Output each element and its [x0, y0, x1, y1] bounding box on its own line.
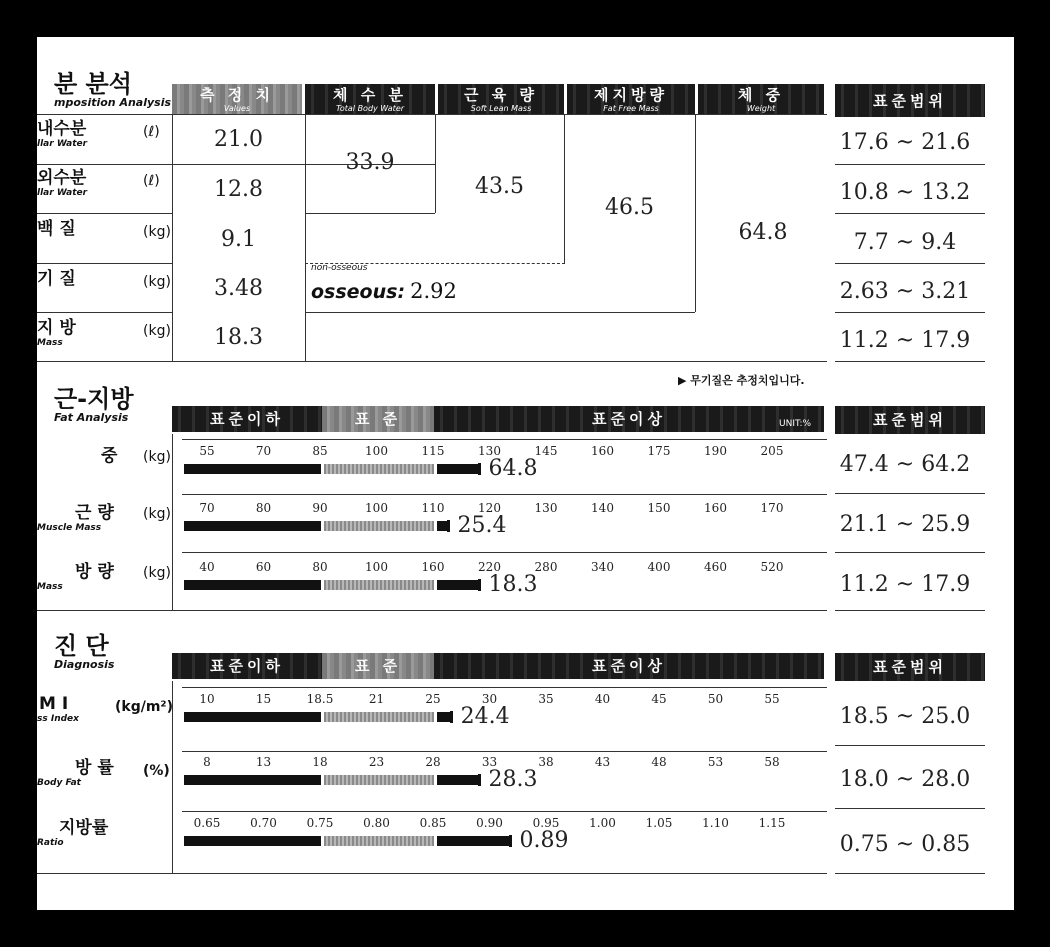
divider: [564, 114, 565, 263]
scale-tick-label: 120: [478, 501, 501, 515]
range-ecw: 10.8 ~ 13.2: [839, 180, 971, 205]
row-fat-en: Mass: [37, 338, 63, 348]
scale-tick-label: 160: [421, 560, 445, 574]
muscle-row-kr: 근 량: [75, 503, 114, 523]
divider: [37, 312, 172, 313]
value-ecw: 12.8: [214, 177, 263, 202]
scale-tick-label: 55: [764, 692, 780, 706]
value-mineral: 3.48: [214, 276, 263, 301]
scale-tick-label: 18.5: [306, 692, 334, 706]
divider: [835, 552, 985, 553]
range-body-fat: 11.2 ~ 17.9: [839, 328, 971, 353]
bar-below-segment: [184, 580, 321, 590]
non-osseous-label: non-osseous: [311, 263, 368, 273]
divider: [695, 114, 696, 312]
weight-row-kr: 중: [101, 446, 118, 466]
value-soft-lean-mass: 43.5: [475, 174, 524, 199]
scale-tick-label: 205: [760, 444, 784, 458]
scale-tick-label: 280: [534, 560, 558, 574]
range-muscle: 21.1 ~ 25.9: [839, 512, 971, 537]
scale-tick-label: 25: [425, 692, 441, 706]
bar-end-cap: [478, 463, 481, 475]
bar-value: 18.3: [488, 572, 538, 597]
scale-tick-label: 0.85: [419, 816, 447, 830]
section3-title: [54, 633, 114, 671]
row-protein-label: [37, 220, 172, 239]
header-above-standard: [434, 406, 824, 432]
scale-tick-label: 33: [481, 755, 498, 769]
divider: [835, 745, 985, 746]
bmi-row-label: [37, 695, 172, 724]
header-above-kr: 표준이상: [592, 410, 666, 428]
scale-tick-label: 1.05: [645, 816, 673, 830]
osseous-value: 2.92: [410, 279, 457, 303]
header-range3-kr: 표준범위: [873, 658, 947, 676]
scale-tick-label: 0.65: [193, 816, 221, 830]
divider: [835, 213, 985, 214]
bar-normal-segment: [324, 775, 434, 785]
osseous-row: [311, 279, 457, 303]
scale-tick-label: 40: [594, 692, 611, 706]
value-total-body-water: 33.9: [345, 150, 395, 175]
bar-normal-segment: [324, 464, 434, 474]
header-weight: [698, 84, 824, 114]
row-mineral-unit: (kg): [143, 274, 171, 290]
scale-tick-label: 130: [478, 444, 501, 458]
report-page: [37, 37, 1014, 910]
divider: [182, 687, 827, 688]
bar-normal-segment: [324, 580, 434, 590]
header-above3-kr: 표준이상: [592, 657, 666, 675]
scale-tick-label: 110: [421, 501, 445, 515]
unit-label: UNIT:%: [779, 419, 812, 429]
scale-tick-label: 38: [538, 755, 554, 769]
bar-below-segment: [184, 836, 321, 846]
whr-row-kr: 지방률: [59, 818, 109, 838]
header-range: [835, 84, 985, 117]
scale-tick-label: 0.90: [476, 816, 503, 830]
scale-tick-label: 0.95: [532, 816, 560, 830]
bar-value: 0.89: [519, 828, 569, 853]
mineral-estimate-note: ▶ 무기질은 추정치입니다.: [678, 374, 805, 387]
scale-tick-label: 460: [704, 560, 727, 574]
row-ecw-en: llar Water: [37, 188, 88, 198]
scale-tick-label: 520: [760, 560, 784, 574]
header-below-standard: [172, 406, 322, 432]
bar-above-segment: [437, 712, 451, 722]
row-ecw-kr: 외수분: [37, 168, 87, 188]
scale-tick-label: 70: [255, 444, 272, 458]
scale-tick-label: 21: [368, 692, 385, 706]
scale-tick-label: 140: [591, 501, 614, 515]
weight-row-unit: (kg): [143, 449, 171, 465]
bar-value: 25.4: [457, 513, 507, 538]
scale-tick-label: 48: [651, 755, 667, 769]
value-icw: 21.0: [214, 127, 263, 152]
fatmass-row-unit: (kg): [143, 565, 171, 581]
bar-value: 28.3: [488, 767, 538, 792]
range-pbf: 18.0 ~ 28.0: [839, 767, 971, 792]
range-icw: 17.6 ~ 21.6: [839, 130, 971, 155]
section2-title-en: Fat Analysis: [54, 411, 129, 424]
value-fat-free-mass: 46.5: [605, 195, 654, 220]
scale-tick-label: 58: [764, 755, 780, 769]
row-fat-unit: (kg): [143, 323, 171, 339]
scale-tick-label: 43: [594, 755, 611, 769]
value-body-fat: 18.3: [214, 325, 263, 350]
scale-tick-label: 0.80: [363, 816, 390, 830]
range-weight: 47.4 ~ 64.2: [839, 452, 971, 477]
bar-above-segment: [437, 580, 479, 590]
bmi-row-en: ss Index: [37, 714, 79, 724]
scale-tick-label: 400: [647, 560, 671, 574]
scale-tick-label: 90: [312, 501, 328, 515]
scale-tick-label: 80: [255, 501, 272, 515]
header-range-kr: 표준범위: [873, 92, 947, 110]
header-above-standard-3: [434, 653, 824, 679]
scale-tick-label: 170: [760, 501, 784, 515]
pbf-row-en: Body Fat: [37, 778, 81, 788]
divider: [182, 751, 827, 752]
divider: [182, 811, 827, 812]
scale-tick-label: 50: [707, 692, 724, 706]
header-below3-kr: 표준이하: [210, 657, 284, 675]
header-total-body-water: [305, 84, 435, 114]
whr-row-label: [37, 819, 172, 848]
scale-tick-label: 145: [534, 444, 558, 458]
section1-title-en: mposition Analysis: [54, 96, 172, 109]
section3-title-kr: 진 단: [54, 632, 109, 660]
row-icw-unit: (ℓ): [143, 124, 160, 140]
row-protein-unit: (kg): [143, 224, 171, 240]
bar-above-segment: [437, 464, 479, 474]
bmi-row-kr: M I: [39, 694, 69, 714]
muscle-row-label: [37, 504, 172, 533]
scale-tick-label: 115: [421, 444, 445, 458]
scale-tick-label: 340: [591, 560, 614, 574]
header-tbw-kr: 체 수 분: [333, 86, 407, 104]
whr-row-en: Ratio: [37, 838, 64, 848]
scale-tick-label: 53: [707, 755, 724, 769]
scale-tick-label: 10: [199, 692, 215, 706]
header-standard-kr: 표 준: [354, 410, 402, 428]
header-slm-en: Soft Lean Mass: [470, 104, 532, 113]
row-fat-kr: 지 방: [37, 318, 76, 338]
pbf-row-unit: (%): [143, 763, 170, 779]
header-range-2: [835, 406, 985, 434]
range-fatmass: 11.2 ~ 17.9: [839, 572, 971, 597]
header-weight-en: Weight: [746, 104, 776, 113]
divider: [37, 361, 827, 362]
row-icw-label: [37, 120, 172, 149]
range-whr: 0.75 ~ 0.85: [839, 832, 971, 857]
scale-tick-label: 1.10: [702, 816, 729, 830]
divider: [37, 610, 827, 611]
row-icw-en: llar Water: [37, 139, 88, 149]
range-mineral: 2.63 ~ 3.21: [839, 279, 971, 304]
scale-tick-label: 13: [255, 755, 272, 769]
divider: [835, 873, 985, 874]
divider: [305, 312, 695, 313]
header-range-3: [835, 653, 985, 681]
row-ecw-unit: (ℓ): [143, 173, 160, 189]
section1-title-kr: 분 분석: [54, 70, 132, 98]
header-ffm-kr: 제지방량: [594, 86, 668, 104]
scale-tick-label: 1.15: [758, 816, 786, 830]
scale-tick-label: 0.75: [306, 816, 334, 830]
divider: [182, 439, 827, 440]
divider: [37, 213, 172, 214]
header-values-en: Values: [223, 104, 251, 113]
header-below-standard-3: [172, 653, 322, 679]
scale-tick-label: 30: [481, 692, 498, 706]
muscle-row-unit: (kg): [143, 506, 171, 522]
bar-below-segment: [184, 712, 321, 722]
header-below-kr: 표준이하: [210, 410, 284, 428]
bar-above-segment: [437, 836, 510, 846]
divider: [37, 114, 827, 115]
scale-tick-label: 18: [312, 755, 328, 769]
header-standard-3: [322, 653, 434, 679]
header-standard3-kr: 표 준: [354, 657, 402, 675]
scale-tick-label: 160: [704, 501, 727, 515]
header-weight-kr: 체 중: [737, 86, 785, 104]
scale-tick-label: 100: [365, 501, 388, 515]
row-mineral-kr: 기 질: [37, 269, 76, 289]
header-tbw-en: Total Body Water: [335, 104, 405, 113]
scale-tick-label: 8: [203, 755, 211, 769]
divider: [835, 312, 985, 313]
bar-below-segment: [184, 775, 321, 785]
divider: [172, 681, 173, 874]
divider: [182, 494, 827, 495]
muscle-row-en: Muscle Mass: [37, 523, 102, 533]
divider: [835, 808, 985, 809]
scale-tick-label: 190: [704, 444, 727, 458]
scale-tick-label: 80: [312, 560, 328, 574]
divider: [835, 263, 985, 264]
bar-end-cap: [478, 579, 481, 591]
row-protein-kr: 백 질: [37, 219, 76, 239]
bar-end-cap: [509, 835, 512, 847]
row-mineral-label: [37, 270, 172, 289]
scale-tick-label: 45: [651, 692, 667, 706]
scale-tick-label: 28: [425, 755, 441, 769]
header-slm-kr: 근 육 량: [464, 86, 538, 104]
scale-tick-label: 130: [534, 501, 558, 515]
header-soft-lean-mass: [438, 84, 564, 114]
bar-normal-segment: [324, 836, 434, 846]
scale-tick-label: 35: [538, 692, 554, 706]
bmi-row-unit: (kg/m²): [115, 699, 173, 715]
scale-tick-label: 150: [647, 501, 671, 515]
row-fat-label: [37, 319, 172, 348]
header-values-kr: 측 정 치: [200, 86, 274, 104]
section2-title: [54, 386, 134, 424]
bar-end-cap: [450, 711, 453, 723]
scale-tick-label: 70: [199, 501, 215, 515]
fatmass-row-en: Mass: [37, 582, 63, 592]
bar-end-cap: [478, 774, 481, 786]
scale-tick-label: 220: [478, 560, 501, 574]
scale-tick-label: 60: [255, 560, 272, 574]
divider: [37, 873, 827, 874]
bar-normal-segment: [324, 521, 434, 531]
scale-tick-label: 100: [365, 560, 388, 574]
divider: [835, 610, 985, 611]
row-icw-kr: 내수분: [37, 119, 87, 139]
divider: [182, 552, 827, 553]
bar-normal-segment: [324, 712, 434, 722]
bar-above-segment: [437, 775, 479, 785]
osseous-label: osseous:: [311, 281, 406, 303]
header-values: [172, 84, 302, 114]
bar-below-segment: [184, 521, 321, 531]
scale-tick-label: 85: [312, 444, 328, 458]
divider: [835, 493, 985, 494]
scale-tick-label: 100: [365, 444, 388, 458]
scale-tick-label: 1.00: [589, 816, 616, 830]
divider: [37, 263, 172, 264]
bar-value: 64.8: [488, 456, 538, 481]
section3-title-en: Diagnosis: [54, 658, 115, 671]
section2-title-kr: 근-지방: [54, 385, 134, 413]
header-fat-free-mass: [567, 84, 695, 114]
bar-below-segment: [184, 464, 321, 474]
pbf-row-kr: 방 률: [75, 758, 114, 778]
divider: [172, 434, 173, 610]
scale-tick-label: 55: [199, 444, 215, 458]
value-protein: 9.1: [221, 227, 256, 252]
bar-end-cap: [447, 520, 450, 532]
header-standard: [322, 406, 434, 432]
fatmass-row-kr: 방 량: [75, 562, 114, 582]
divider: [835, 164, 985, 165]
scale-tick-label: 0.70: [250, 816, 277, 830]
weight-row-label: [37, 447, 172, 466]
range-bmi: 18.5 ~ 25.0: [839, 704, 971, 729]
range-protein: 7.7 ~ 9.4: [853, 230, 957, 255]
header-ffm-en: Fat Free Mass: [603, 104, 659, 113]
bar-value: 24.4: [460, 704, 510, 729]
scale-tick-label: 15: [255, 692, 272, 706]
value-weight: 64.8: [738, 220, 788, 245]
pbf-row-label: [37, 759, 172, 788]
scale-tick-label: 40: [199, 560, 215, 574]
header-range2-kr: 표준범위: [873, 411, 947, 429]
scale-tick-label: 23: [368, 755, 385, 769]
section1-title: [54, 71, 171, 109]
scale-tick-label: 160: [591, 444, 614, 458]
scale-tick-label: 175: [647, 444, 671, 458]
divider: [835, 361, 985, 362]
fatmass-row-label: [37, 563, 172, 592]
row-ecw-label: [37, 169, 172, 198]
divider: [305, 213, 435, 214]
